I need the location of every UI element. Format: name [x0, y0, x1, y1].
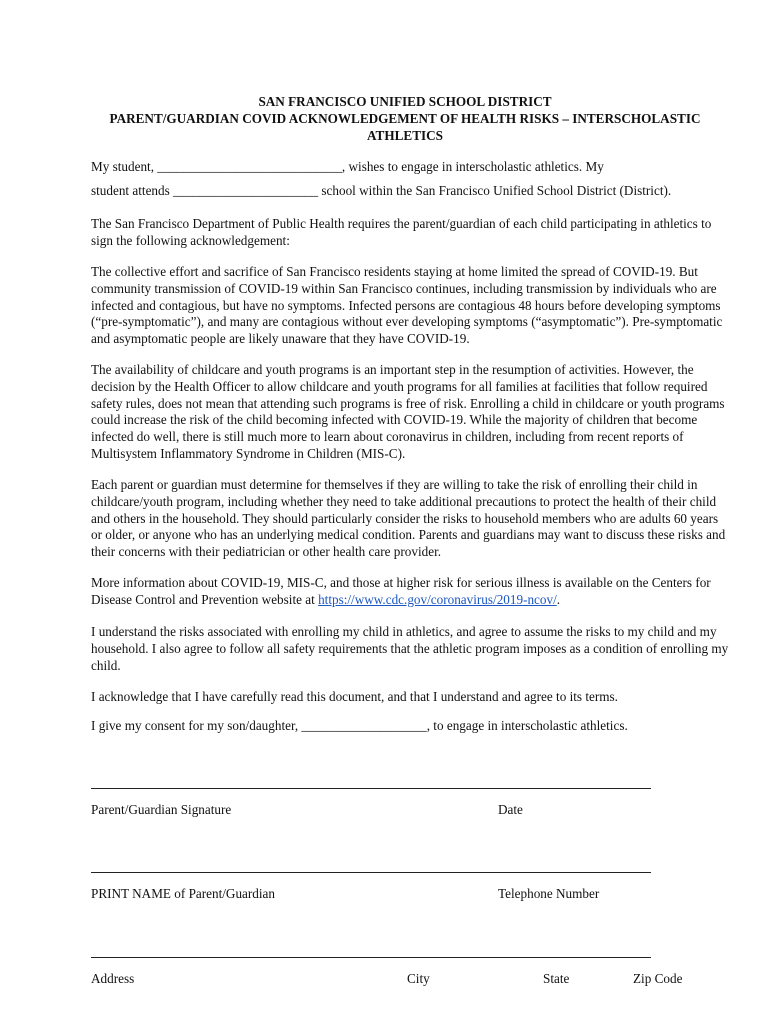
title-line-form-name: PARENT/GUARDIAN COVID ACKNOWLEDGEMENT OF HEALTH RISKS – INTERSCHOLASTIC [109, 111, 701, 126]
more-info-period: . [556, 591, 561, 607]
telephone-label: Telephone Number [498, 886, 600, 901]
city-label: City [407, 971, 430, 986]
paragraph-parent-decision: Each parent or guardian must determine for themselves if they are willing to take the risk of enrolling their child in childcare/youth program, including whether they need to take additional precautions to protect the health of their child and others in the household. They should particularly consider the risks to household members who are adults 60 years or older, or anyone who has an underlying medical condition. Parents and guardians may want to discuss these risks and their concerns with their pediatrician or other health care provider. [91, 477, 726, 560]
cdc-link[interactable]: https://www.cdc.gov/coronavirus/2019-ncov/ [318, 591, 557, 607]
signature-line[interactable] [91, 788, 651, 789]
address-label: Address [91, 971, 135, 986]
paragraph-more-info [91, 575, 731, 609]
intro-student-line: My student, ____________________________, wishes to engage in interscholastic athletics. My [91, 159, 604, 174]
paragraph-consent: I give my consent for my son/daughter, ___________________, to engage in interscholastic athletics. [91, 718, 628, 733]
document-title [60, 93, 750, 144]
more-info-text: More information about COVID-19, MIS-C, and those at higher risk for serious illness is available on the Centers for Disease Control and Prevention website at [91, 575, 711, 607]
date-label: Date [498, 802, 523, 817]
print-name-line[interactable] [91, 872, 651, 873]
paragraph-availability: The availability of childcare and youth programs is an important step in the resumption of activities. However, the decision by the Health Officer to allow childcare and youth programs for all families at facilities that follow required safety rules, does not mean that attending such programs is free of risk. Enrolling a child in childcare or youth programs could increase the risk of the child becoming infected with COVID-19. While the majority of children that become infected do well, there is still much more to learn about coronavirus in children, including from recent reports of Multisystem Inflammatory Syndrome in Children (MIS-C). [91, 362, 725, 461]
print-name-label: PRINT NAME of Parent/Guardian [91, 886, 275, 901]
zip-code-label: Zip Code [633, 971, 683, 986]
paragraph-acknowledge: I acknowledge that I have carefully read this document, and that I understand and agree to its terms. [91, 689, 618, 704]
paragraph-requirement: The San Francisco Department of Public Health requires the parent/guardian of each child participating in athletics to sign the following acknowledgement: [91, 216, 712, 248]
paragraph-understand-risks: I understand the risks associated with enrolling my child in athletics, and agree to assume the risks to my child and my household. I also agree to follow all safety requirements that the athletic program imposes as a condition of enrolling my child. [91, 624, 729, 673]
title-line-district: SAN FRANCISCO UNIFIED SCHOOL DISTRICT [258, 94, 552, 109]
intro-school-line: student attends ______________________ school within the San Francisco Unified School District (District). [91, 183, 672, 198]
title-line-athletics: ATHLETICS [367, 128, 443, 143]
signature-label: Parent/Guardian Signature [91, 802, 232, 817]
paragraph-transmission: The collective effort and sacrifice of San Francisco residents staying at home limited the spread of COVID-19. But community transmission of COVID-19 within San Francisco continues, including transmission by individuals who are infected and contagious, but have no symptoms. Infected persons are contagious 48 hours before developing symptoms (“pre-symptomatic”), and many are contagious without ever developing symptoms (“asymptomatic”). Pre-symptomatic and asymptomatic people are likely unaware that they have COVID-19. [91, 264, 723, 347]
state-label: State [543, 971, 570, 986]
address-line[interactable] [91, 957, 651, 958]
